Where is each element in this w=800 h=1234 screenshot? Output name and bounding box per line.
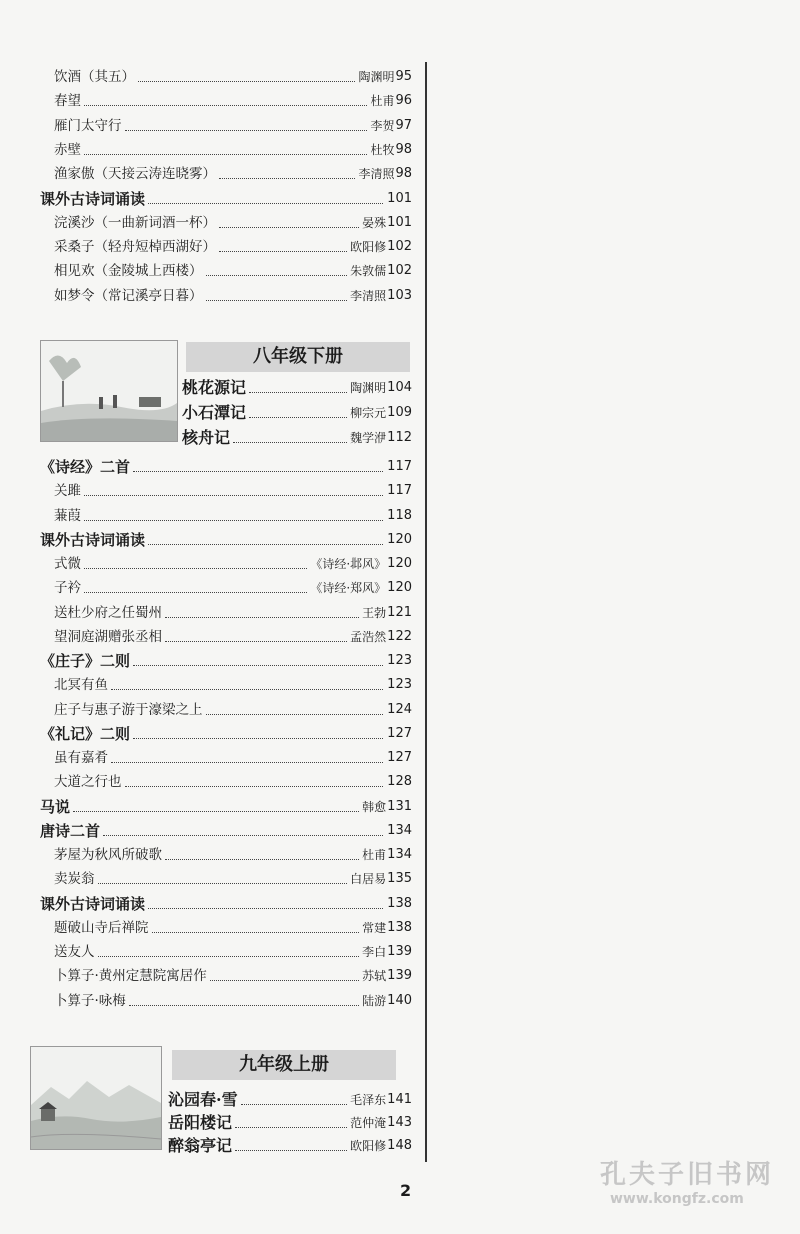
toc-entry: [54, 63, 412, 87]
leader-dots: [219, 251, 347, 252]
entry-title: 虽有嘉肴: [54, 750, 108, 766]
entry-author: 常建: [362, 920, 387, 935]
leader-dots: [133, 665, 383, 666]
entry-title: 茅屋为秋风所破歌: [54, 847, 162, 863]
toc-entry: [54, 962, 412, 986]
entry-title: 子衿: [54, 580, 81, 597]
entry-page: 134: [387, 847, 412, 862]
leader-dots: [133, 471, 383, 472]
toc-entry: [54, 914, 412, 938]
entry-title: 式微: [54, 556, 81, 572]
entry-author: 王勃: [362, 605, 387, 620]
toc-entry: [54, 136, 412, 160]
entry-author: 柳宗元: [350, 406, 387, 420]
leader-dots: [241, 1104, 348, 1105]
toc-entry: [54, 209, 412, 233]
entry-title: 关雎: [54, 483, 81, 500]
leader-dots: [249, 417, 347, 418]
entry-page: 127: [387, 750, 412, 765]
entry-page: 140: [387, 992, 412, 1008]
entry-page: 148: [387, 1138, 412, 1153]
entry-page: 118: [387, 507, 412, 523]
leader-dots: [219, 227, 359, 228]
leader-dots: [138, 81, 355, 82]
entry-author: 陶渊明: [358, 70, 395, 84]
entry-title: 卜算子·咏梅: [54, 992, 126, 1009]
entry-page: 101: [387, 190, 412, 206]
entry-title: 《礼记》二则: [40, 724, 131, 743]
entry-page: 117: [387, 459, 412, 474]
watermark: [600, 1154, 774, 1207]
leader-dots: [129, 1005, 359, 1006]
entry-title: 沁园春·雪: [168, 1090, 238, 1109]
entry-title: 岳阳楼记: [168, 1113, 233, 1132]
entry-author: 朱敦儒: [350, 264, 387, 279]
page-number: 2: [400, 1181, 412, 1200]
entry-title: 课外古诗词诵读: [40, 894, 146, 913]
toc-entry: [40, 647, 412, 671]
entry-title: 核舟记: [182, 428, 231, 447]
leader-dots: [98, 883, 348, 884]
entry-title: 雁门太守行: [54, 117, 122, 134]
leader-dots: [148, 203, 383, 204]
entry-author: 晏殊: [362, 215, 387, 230]
leader-dots: [206, 275, 348, 276]
entry-author: 李清照: [358, 167, 395, 182]
entry-author: 《诗经·郑风》: [310, 581, 387, 596]
entry-author: 《诗经·邶风》: [310, 557, 387, 571]
entry-author: 孟浩然: [350, 629, 387, 644]
toc-entry: [40, 453, 412, 477]
entry-title: 《诗经》二首: [40, 458, 131, 476]
entry-page: 124: [387, 701, 412, 717]
banner-grade9-vol1: [30, 1046, 412, 1156]
entry-page: 128: [387, 774, 412, 790]
entry-page: 122: [387, 628, 412, 644]
toc-entry: [54, 768, 412, 792]
toc-entry: [54, 160, 412, 184]
entry-title: 小石潭记: [182, 403, 247, 422]
entry-author: 李白: [362, 945, 387, 959]
entry-page: 102: [387, 263, 412, 279]
entry-title: 《庄子》二则: [40, 652, 131, 670]
entry-author: 欧阳修: [350, 1139, 387, 1153]
toc-entry: [54, 744, 412, 768]
toc-entry: [54, 502, 412, 526]
entry-page: 143: [387, 1115, 412, 1130]
entry-title: 庄子与惠子游于濠梁之上: [54, 701, 203, 718]
toc-entry: [40, 793, 412, 817]
toc-entry: [54, 112, 412, 136]
leader-dots: [111, 689, 383, 690]
entry-title: 课外古诗词诵读: [40, 189, 146, 208]
toc-entry: [54, 257, 412, 281]
toc-entry: [54, 623, 412, 647]
banner-grade8-vol2: [40, 340, 412, 455]
leader-dots: [84, 520, 383, 521]
entry-title: 卜算子·黄州定慧院寓居作: [54, 968, 207, 985]
toc-entry: [54, 599, 412, 623]
leader-dots: [84, 568, 307, 569]
entry-page: 97: [395, 117, 412, 133]
toc-entry: [54, 865, 412, 889]
entry-author: 魏学洢: [350, 431, 387, 445]
entry-author: 欧阳修: [350, 240, 387, 255]
watermark-name: 孔夫子旧书网: [600, 1160, 775, 1190]
toc-entry: [168, 1086, 412, 1110]
entry-author: 杜甫: [362, 848, 387, 862]
toc-entry: [54, 550, 412, 574]
toc-entry: [54, 987, 412, 1011]
mountain-illustration: [30, 1046, 162, 1150]
entry-page: 109: [387, 405, 412, 420]
leader-dots: [133, 738, 383, 739]
entry-title: 题破山寺后禅院: [54, 919, 149, 936]
leader-dots: [73, 811, 359, 812]
watermark-url: www.kongfz.com: [610, 1191, 744, 1207]
leader-dots: [206, 300, 348, 301]
toc-entry: [54, 574, 412, 598]
entry-page: 123: [387, 653, 412, 668]
entry-title: 马说: [40, 797, 71, 816]
entry-title: 蒹葭: [54, 507, 81, 524]
grade-label: 八年级下册: [186, 342, 410, 372]
leader-dots: [235, 1127, 347, 1128]
toc-entry: [40, 890, 412, 914]
entry-title: 春望: [54, 93, 81, 110]
entry-page: 98: [395, 141, 412, 157]
leader-dots: [84, 495, 383, 496]
toc-entry: [182, 399, 412, 423]
entry-title: 唐诗二首: [40, 821, 101, 840]
entry-author: 李贺: [370, 118, 395, 133]
entry-page: 96: [395, 93, 412, 109]
entry-title: 桃花源记: [182, 378, 247, 397]
entry-title: 渔家傲（天接云涛连晓雾）: [54, 166, 216, 183]
leader-dots: [219, 178, 355, 179]
grade-label: 九年级上册: [172, 1050, 396, 1080]
entry-author: 韩愈: [362, 799, 387, 814]
entry-author: 杜甫: [370, 94, 395, 109]
entry-page: 104: [387, 380, 412, 395]
entry-page: 102: [387, 239, 412, 255]
leader-dots: [84, 592, 307, 593]
entry-author: 白居易: [350, 872, 387, 887]
entry-title: 课外古诗词诵读: [40, 530, 146, 549]
toc-entry: [54, 841, 412, 865]
entry-page: 120: [387, 556, 412, 571]
entry-author: 毛泽东: [350, 1093, 387, 1107]
entry-title: 相见欢（金陵城上西楼）: [54, 263, 203, 280]
entry-author: 范仲淹: [350, 1116, 387, 1130]
entry-page: 112: [387, 430, 412, 445]
leader-dots: [111, 762, 383, 763]
toc-entry: [182, 374, 412, 398]
leader-dots: [165, 859, 359, 860]
toc-entry: [54, 696, 412, 720]
toc-entry: [40, 185, 412, 209]
toc-entry: [168, 1132, 412, 1156]
toc-entry: [54, 477, 412, 501]
entry-page: 131: [387, 798, 412, 814]
entry-title: 采桑子（轻舟短棹西湖好）: [54, 239, 216, 256]
entry-page: 138: [387, 895, 412, 911]
leader-dots: [233, 442, 347, 443]
leader-dots: [103, 835, 383, 836]
entry-page: 95: [395, 69, 412, 84]
entry-title: 卖炭翁: [54, 871, 95, 888]
entry-title: 大道之行也: [54, 774, 122, 791]
entry-page: 121: [387, 604, 412, 620]
entry-title: 饮酒（其五）: [54, 69, 135, 85]
leader-dots: [249, 392, 347, 393]
toc-entry: [40, 526, 412, 550]
entry-page: 139: [387, 944, 412, 959]
entry-title: 望洞庭湖赠张丞相: [54, 628, 162, 645]
leader-dots: [125, 786, 384, 787]
entry-author: 陶渊明: [350, 381, 387, 395]
entry-page: 141: [387, 1092, 412, 1107]
leader-dots: [206, 714, 384, 715]
entry-page: 117: [387, 483, 412, 499]
toc-entry: [40, 817, 412, 841]
entry-title: 如梦令（常记溪亭日暮）: [54, 287, 203, 304]
column-divider: [425, 62, 427, 1162]
leader-dots: [84, 154, 367, 155]
toc-entry: [40, 720, 412, 744]
entry-title: 北冥有鱼: [54, 677, 108, 694]
entry-page: 135: [387, 871, 412, 887]
toc-entry: [54, 282, 412, 306]
leader-dots: [148, 544, 383, 545]
entry-page: 120: [387, 580, 412, 596]
entry-author: 杜牧: [370, 142, 395, 157]
entry-page: 127: [387, 725, 412, 741]
entry-page: 138: [387, 919, 412, 935]
leader-dots: [235, 1150, 347, 1151]
toc-entry: [54, 671, 412, 695]
entry-title: 赤壁: [54, 141, 81, 158]
entry-page: 98: [395, 166, 412, 182]
entry-author: 陆游: [362, 993, 387, 1008]
toc-entry: [54, 233, 412, 257]
entry-author: 苏轼: [362, 969, 387, 984]
entry-page: 103: [387, 287, 412, 303]
entry-title: 送友人: [54, 944, 95, 960]
entry-title: 浣溪沙（一曲新词酒一杯）: [54, 214, 216, 231]
entry-page: 134: [387, 822, 412, 838]
toc-entry: [182, 424, 412, 448]
landscape-illustration: [40, 340, 178, 442]
toc-entry: [54, 87, 412, 111]
toc-entry: [54, 938, 412, 962]
entry-author: 李清照: [350, 288, 387, 303]
entry-title: 送杜少府之任蜀州: [54, 604, 162, 621]
leader-dots: [125, 130, 368, 131]
leader-dots: [210, 980, 359, 981]
entry-page: 139: [387, 968, 412, 984]
leader-dots: [165, 641, 347, 642]
entry-page: 123: [387, 677, 412, 693]
leader-dots: [148, 908, 383, 909]
leader-dots: [98, 956, 360, 957]
entry-title: 醉翁亭记: [168, 1136, 233, 1155]
entry-page: 101: [387, 214, 412, 230]
entry-page: 120: [387, 531, 412, 547]
leader-dots: [152, 932, 360, 933]
leader-dots: [84, 105, 367, 106]
leader-dots: [165, 617, 359, 618]
toc-entry: [168, 1109, 412, 1133]
